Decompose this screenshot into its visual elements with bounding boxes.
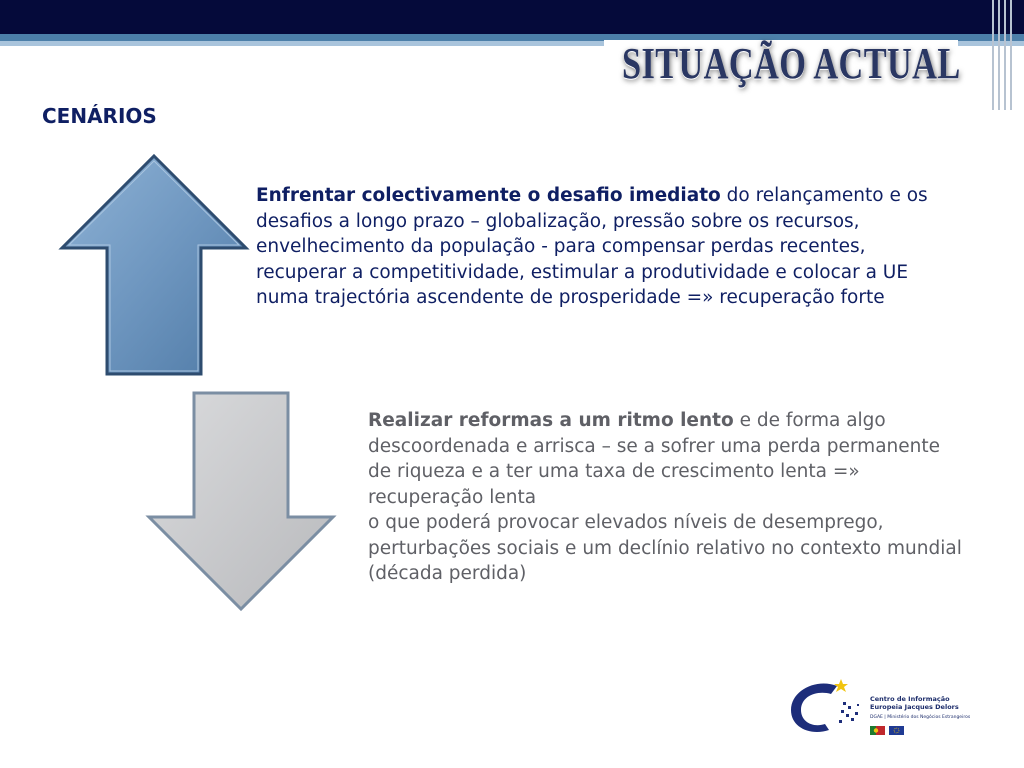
- logo-line-2: Europeia Jacques Delors: [870, 703, 959, 711]
- decorative-lines: [990, 0, 1016, 110]
- logo-line-1: Centro de Informação: [870, 695, 950, 703]
- scenario-strong-recovery-lead: Enfrentar colectivamente o desafio imediato: [256, 185, 721, 206]
- down-arrow-icon: [145, 389, 337, 615]
- logo-text: [870, 695, 959, 711]
- up-arrow-icon: [58, 152, 250, 378]
- scenario-slow-recovery-body: e de forma algo descoordenada e arrisca – se a sofrer uma perda permanente de riqueza e a ter uma taxa de crescimento lenta =» recuperação lenta: [368, 410, 941, 508]
- top-bar: [0, 0, 1024, 34]
- section-heading: CENÁRIOS: [42, 104, 157, 128]
- logo-subline: DGAE | Ministério dos Negócios Estrangeiros: [870, 715, 971, 720]
- scenario-slow-recovery-lead: Realizar reformas a um ritmo lento: [368, 410, 734, 431]
- scenario-slow-recovery: [368, 408, 968, 587]
- scenario-slow-recovery-continuation: o que poderá provocar elevados níveis de desemprego, perturbações sociais e um declínio relativo no contexto mundial (década perdida): [368, 512, 962, 584]
- scenario-strong-recovery: [256, 183, 956, 311]
- scenario-strong-recovery-body: do relançamento e os desafios a longo prazo – globalização, pressão sobre os recursos, envelhecimento da população - para compensar perdas recentes, recuperar a competitividade, estimular a produtividade e colocar a UE numa trajectória ascendente de prosperidade =» recuperação forte: [256, 185, 928, 308]
- slide-title: SITUAÇÃO ACTUAL: [622, 39, 961, 88]
